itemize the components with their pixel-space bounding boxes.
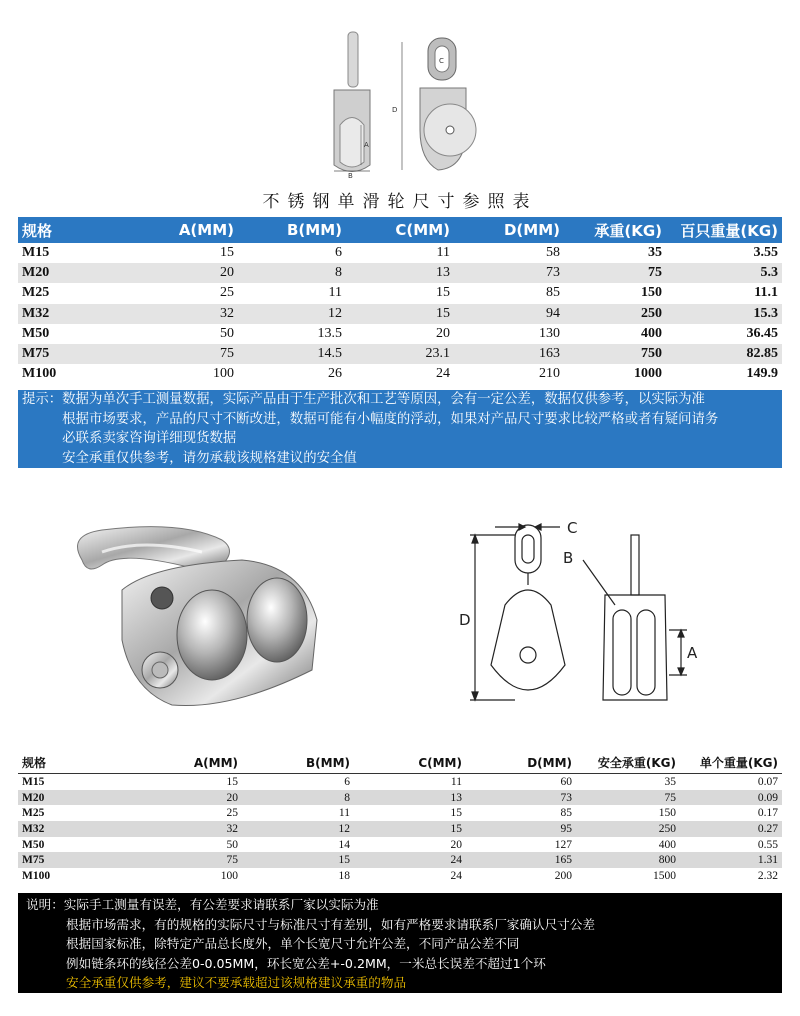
cell: 11.1 (754, 285, 778, 301)
col-header-c: C(MM) (346, 217, 454, 243)
cell: 73 (466, 790, 576, 806)
cell: 75 (128, 344, 238, 364)
cell: 8 (242, 790, 354, 806)
note-line: 例如链条环的线径公差0-0.05MM，环长宽公差+-0.2MM，一米总长误差不超过1个环 (66, 955, 546, 971)
cell: 23.1 (346, 344, 454, 364)
cell: 400 (641, 325, 662, 341)
cell: 11 (436, 245, 450, 261)
dim-label-d-top: D (392, 106, 398, 114)
cell: 165 (466, 852, 576, 868)
note-line: 根据国家标准，除特定产品总长度外，单个长宽尺寸允许公差，不同产品公差不同 (66, 936, 520, 951)
cell: 15 (242, 852, 354, 868)
tech-label-a: A (687, 644, 698, 662)
table1-notes (18, 390, 782, 468)
note-line: 根据市场需求，有的规格的实际尺寸与标准尺寸有差别，如有严格要求请联系厂家确认尺寸公差 (66, 916, 595, 932)
cell: M50 (22, 325, 50, 341)
cell: 18 (338, 869, 350, 882)
cell: M25 (22, 807, 45, 820)
cell: M20 (18, 263, 128, 283)
cell: 150 (658, 807, 676, 820)
col-header-a: A(MM) (128, 752, 242, 774)
dim-label-b-top: B (348, 172, 353, 180)
cell: 14 (338, 838, 350, 851)
tech-label-c: C (567, 519, 578, 537)
col-header-d: D(MM) (466, 752, 576, 774)
cell: M15 (22, 245, 50, 261)
cell: 15 (226, 775, 238, 788)
cell: 26 (328, 366, 342, 382)
table-row (18, 364, 782, 384)
cell: 100 (213, 366, 234, 382)
cell: M15 (22, 775, 45, 788)
table-row (18, 344, 782, 364)
col-header-c: C(MM) (354, 752, 466, 774)
cell: 5.3 (666, 263, 782, 283)
cell: M25 (22, 285, 50, 301)
cell: 13 (354, 790, 466, 806)
cell: 100 (220, 869, 238, 882)
dimension-table-2 (18, 752, 782, 884)
cell: 25 (220, 285, 234, 301)
table-row (18, 821, 782, 837)
cell: 127 (554, 838, 572, 851)
table-row (18, 805, 782, 821)
cell: M100 (22, 869, 51, 882)
cell: 750 (564, 344, 666, 364)
cell: 800 (576, 852, 680, 868)
table-header-row (18, 217, 782, 243)
note-line-warning: 安全承重仅供参考，建议不要承载超过该规格建议承重的物品 (66, 975, 407, 990)
cell: 75 (576, 790, 680, 806)
cell: 1.31 (680, 852, 782, 868)
cell: 200 (554, 869, 572, 882)
cell: M32 (18, 821, 128, 837)
table-row (18, 774, 782, 790)
cell: 130 (539, 325, 560, 341)
cell: M75 (18, 852, 128, 868)
table-row (18, 837, 782, 853)
table-row (18, 852, 782, 868)
cell: 1500 (653, 869, 676, 882)
tech-label-b: B (563, 549, 574, 567)
cell: M32 (18, 304, 128, 324)
cell: 150 (641, 285, 662, 301)
cell: 1000 (634, 366, 662, 382)
cell: 35 (648, 245, 662, 261)
cell: 0.09 (680, 790, 782, 806)
note-line: 提示：数据为单次手工测量数据，实际产品由于生产批次和工艺等原因，会有一定公差，数据仅供参考，以实际为准 (22, 392, 705, 407)
table-row (18, 868, 782, 884)
col-header-b: B(MM) (238, 217, 346, 243)
dimension-table-1 (18, 217, 782, 384)
cell: 149.9 (746, 366, 778, 382)
col-header-load: 承重(KG) (564, 217, 666, 243)
cell: 8 (238, 263, 346, 283)
cell: M75 (18, 344, 128, 364)
cell: 11 (328, 285, 342, 301)
cell: 95 (466, 821, 576, 837)
cell: 24 (354, 852, 466, 868)
cell: 85 (560, 807, 572, 820)
cell: 0.55 (757, 838, 778, 851)
cell: 32 (128, 821, 242, 837)
cell: 94 (454, 304, 564, 324)
cell: 15 (346, 304, 454, 324)
cell: 210 (539, 366, 560, 382)
col-header-weight: 百只重量(KG) (666, 217, 782, 243)
cell: 35 (664, 775, 676, 788)
cell: 75 (128, 852, 242, 868)
cell: 36.45 (746, 325, 778, 341)
cell: 15.3 (666, 304, 782, 324)
cell: 11 (450, 775, 462, 788)
note-line: 根据市场要求，产品的尺寸不断改进，数据可能有小幅度的浮动，如果对产品尺寸要求比较严格或者有疑问请务 (22, 411, 719, 427)
cell: 50 (220, 325, 234, 341)
cell: 32 (128, 304, 238, 324)
cell: 20 (436, 325, 450, 341)
col-header-a: A(MM) (128, 217, 238, 243)
cell: 400 (658, 838, 676, 851)
cell: M100 (22, 366, 57, 382)
cell: 15 (354, 821, 466, 837)
table-row (18, 304, 782, 324)
cell: 85 (546, 285, 560, 301)
cell: 82.85 (666, 344, 782, 364)
cell: 15 (436, 285, 450, 301)
note-line: 安全承重仅供参考，请勿承载该规格建议的安全值 (22, 450, 357, 466)
table-row (18, 283, 782, 303)
table-row (18, 324, 782, 344)
cell: 20 (128, 790, 242, 806)
cell: 0.07 (757, 775, 778, 788)
cell: 6 (344, 775, 350, 788)
table2-notes (18, 893, 782, 993)
cell: 250 (564, 304, 666, 324)
cell: 250 (576, 821, 680, 837)
cell: 20 (450, 838, 462, 851)
double-pulley-photo (62, 520, 352, 730)
cell: 14.5 (238, 344, 346, 364)
col-header-safe-load: 安全承重(KG) (576, 752, 680, 774)
table-header-row (18, 752, 782, 774)
cell: 24 (436, 366, 450, 382)
cell: 50 (226, 838, 238, 851)
cell: 3.55 (753, 245, 778, 261)
cell: 25 (226, 807, 238, 820)
cell: 0.27 (680, 821, 782, 837)
col-header-d: D(MM) (454, 217, 564, 243)
cell: 15 (220, 245, 234, 261)
cell: 13 (346, 263, 454, 283)
cell: 60 (560, 775, 572, 788)
cell: 58 (546, 245, 560, 261)
cell: 2.32 (757, 869, 778, 882)
cell: 11 (338, 807, 350, 820)
col-header-b: B(MM) (242, 752, 354, 774)
tech-label-d: D (459, 611, 471, 629)
col-header-spec: 规格 (18, 217, 128, 243)
cell: 163 (454, 344, 564, 364)
table-row (18, 263, 782, 283)
note-line: 必联系卖家咨询详细现货数据 (22, 431, 237, 446)
cell: 15 (450, 807, 462, 820)
table1-title: 不锈钢单滑轮尺寸参照表 (262, 192, 538, 211)
cell: M50 (22, 838, 45, 851)
pulley-dimension-drawing-small (310, 30, 500, 180)
cell: 24 (450, 869, 462, 882)
cell: 0.17 (757, 807, 778, 820)
table-row (18, 243, 782, 263)
cell: 6 (335, 245, 342, 261)
cell: 12 (238, 304, 346, 324)
note-line: 说明：实际手工测量有误差，有公差要求请联系厂家以实际为准 (26, 897, 379, 912)
cell: 13.5 (317, 325, 342, 341)
cell: 75 (564, 263, 666, 283)
cell: 73 (454, 263, 564, 283)
cell: 20 (128, 263, 238, 283)
cell: 12 (242, 821, 354, 837)
dim-label-a-top: A (364, 141, 369, 149)
table-row (18, 790, 782, 806)
dim-label-c-top: C (439, 57, 444, 65)
cell: M20 (18, 790, 128, 806)
col-header-spec: 规格 (18, 752, 128, 774)
col-header-unit-weight: 单个重量(KG) (680, 752, 782, 774)
pulley-technical-drawing (455, 515, 705, 715)
